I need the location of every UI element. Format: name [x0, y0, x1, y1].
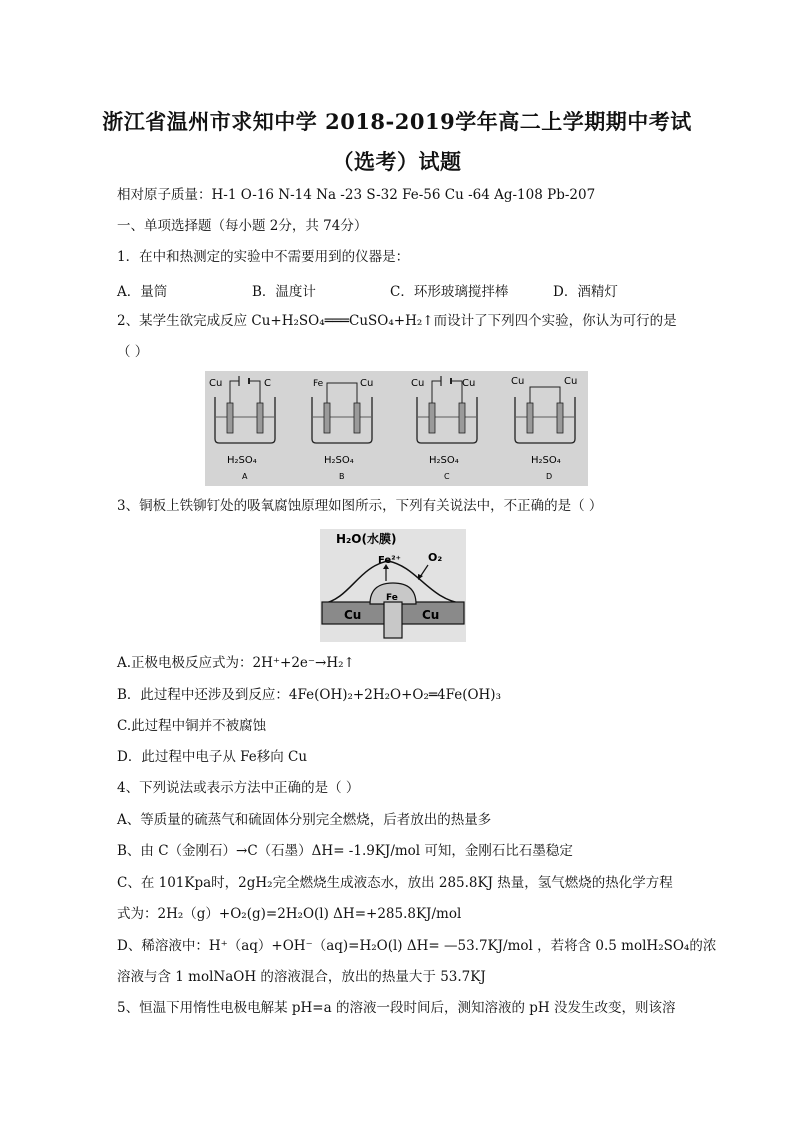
q3-cu-left-label: Cu [344, 608, 362, 622]
q4-option-c-line1: C、在 101Kpa时，2gH₂完全燃烧生成液态水，放出 285.8KJ 热量，氢气燃烧的热化学方程 [117, 875, 673, 891]
q2-b-electrode-right [354, 403, 360, 433]
q2-d-solution: H₂SO₄ [531, 455, 561, 466]
q3-water-label: H₂O(水膜) [336, 532, 397, 546]
q2-c-right-electrode: Cu [462, 378, 476, 389]
q3-option-d: D．此过程中电子从 Fe移向 Cu [117, 749, 308, 765]
q4-option-a: A、等质量的硫蒸气和硫固体分别完全燃烧，后者放出的热量多 [117, 812, 492, 828]
q2-electrolysis-figure [205, 371, 588, 486]
q3-fe-ion-label: Fe²⁺ [378, 555, 401, 566]
q2-b-solution: H₂SO₄ [324, 455, 354, 466]
q2-d-label: D [546, 472, 553, 481]
q3-rivet-shank [384, 602, 402, 638]
exam-title-line2: （选考）试题 [332, 149, 462, 174]
atomic-masses: 相对原子质量：H-1 O-16 N-14 Na -23 S-32 Fe-56 Cu -64 Ag-108 Pb-207 [117, 187, 596, 203]
q2-d-electrode-right [557, 403, 563, 433]
q4-stem: 4、下列说法或表示方法中正确的是（ ） [117, 780, 360, 796]
q2-b-right-electrode: Cu [360, 378, 374, 389]
q2-c-label: C [444, 472, 450, 481]
q2-a-label: A [242, 472, 248, 481]
q2-b-left-electrode: Fe [313, 379, 324, 389]
q4-option-d-line2: 溶液与含 1 molNaOH 的溶液混合，放出的热量大于 53.7KJ [117, 969, 486, 985]
q2-stem-line2: （ ） [117, 344, 149, 360]
q2-a-electrode-left [227, 403, 233, 433]
q1-options [117, 280, 687, 298]
q2-b-label: B [339, 472, 345, 481]
q1-option-c: C．环形玻璃搅拌棒 [390, 284, 509, 300]
q2-a-right-electrode: C [264, 378, 271, 389]
q3-option-c: C.此过程中铜并不被腐蚀 [117, 718, 267, 734]
q1-stem: 1．在中和热测定的实验中不需要用到的仪器是： [117, 249, 410, 265]
section-heading: 一、单项选择题（每小题 2分，共 74分） [117, 218, 368, 234]
q1-option-a: A．量筒 [117, 284, 168, 300]
q2-c-solution: H₂SO₄ [429, 455, 459, 466]
q2-a-solution: H₂SO₄ [227, 455, 257, 466]
q3-fe-label: Fe [386, 593, 398, 603]
q1-option-b: B．温度计 [252, 284, 316, 300]
q2-d-right-electrode: Cu [564, 376, 578, 387]
q2-c-electrode-right [459, 403, 465, 433]
q2-a-left-electrode: Cu [209, 378, 223, 389]
q2-d-electrode-left [527, 403, 533, 433]
q4-option-b: B、由 C（金刚石）→C（石墨）ΔH= -1.9KJ/mol 可知，金刚石比石墨稳定 [117, 843, 573, 859]
q4-option-c-line2: 式为：2H₂（g）+O₂(g)=2H₂O(l) ΔH=+285.8KJ/mol [117, 906, 462, 922]
q2-a-electrode-right [257, 403, 263, 433]
q3-option-a: A.正极电极反应式为：2H⁺+2e⁻→H₂↑ [117, 655, 355, 671]
q3-corrosion-figure [320, 529, 466, 642]
q2-b-electrode-left [324, 403, 330, 433]
exam-title-line1: 浙江省温州市求知中学 2018-2019学年高二上学期期中考试 [102, 109, 692, 134]
q3-option-b: B．此过程中还涉及到反应：4Fe(OH)₂+2H₂O+O₂═4Fe(OH)₃ [117, 687, 501, 703]
q5-stem: 5、恒温下用惰性电极电解某 pH=a 的溶液一段时间后，测知溶液的 pH 没发生改变，则该溶 [117, 1000, 676, 1016]
q2-c-electrode-left [429, 403, 435, 433]
q3-o2-label: O₂ [428, 551, 443, 564]
q1-option-d: D．酒精灯 [553, 284, 618, 300]
q3-stem: 3、铜板上铁铆钉处的吸氧腐蚀原理如图所示，下列有关说法中，不正确的是（ ） [117, 498, 603, 514]
q2-stem-line1: 2、某学生欲完成反应 Cu+H₂SO₄═══CuSO₄+H₂↑而设计了下列四个实验，你认为可行的是 [117, 313, 677, 329]
q4-option-d-line1: D、稀溶液中：H⁺（aq）+OH⁻（aq)=H₂O(l) ΔH= —53.7KJ/mol ，若将含 0.5 molH₂SO₄的浓 [117, 938, 717, 954]
q2-d-left-electrode: Cu [511, 376, 525, 387]
q3-cu-right-label: Cu [422, 608, 440, 622]
q2-c-left-electrode: Cu [411, 378, 425, 389]
